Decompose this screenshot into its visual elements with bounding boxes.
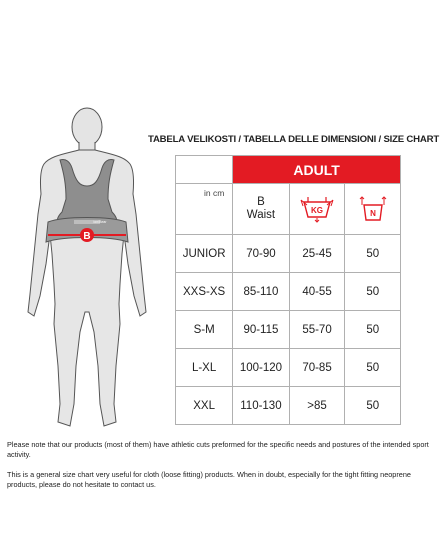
waist-cell: 85-110 [233, 273, 289, 311]
unit-cell [176, 184, 233, 235]
table-row [176, 311, 401, 349]
n-cell: 50 [345, 387, 401, 425]
harness-brand: ion/Bear [93, 220, 107, 224]
n-cell: 50 [345, 311, 401, 349]
size-cell: L-XL [176, 349, 233, 387]
weight-kg-icon [300, 195, 334, 223]
kg-cell: 40-55 [289, 273, 345, 311]
waist-cell: 110-130 [233, 387, 289, 425]
kg-cell: >85 [289, 387, 345, 425]
table-row [176, 387, 401, 425]
kg-cell: 55-70 [289, 311, 345, 349]
adult-header: ADULT [233, 156, 401, 184]
athletic-cut-note: Please note that our products (most of them) have athletic cuts preformed for the specific needs and postures of the intended sport activity. [7, 440, 429, 459]
size-chart-table [175, 155, 401, 425]
size-cell: S-M [176, 311, 233, 349]
general-size-note: This is a general size chart very useful for cloth (loose fitting) products. When in doubt, especially for the tight fitting neoprene products, please do not hesitate to contact us. [7, 470, 411, 489]
table-row [176, 273, 401, 311]
unit-label: in cm [204, 188, 225, 198]
n-cell: 50 [345, 349, 401, 387]
force-header [345, 184, 401, 235]
n-icon-label: N [369, 209, 376, 218]
figure-head [72, 108, 102, 146]
waist-cell: 90-115 [233, 311, 289, 349]
size-cell: XXS-XS [176, 273, 233, 311]
kg-cell: 70-85 [289, 349, 345, 387]
n-cell: 50 [345, 235, 401, 273]
waist-label: Waist [246, 209, 276, 221]
kg-cell: 25-45 [289, 235, 345, 273]
waist-header [233, 184, 289, 235]
n-cell: 50 [345, 273, 401, 311]
body-figure [14, 104, 160, 434]
table-row [176, 235, 401, 273]
waist-letter: B [257, 196, 265, 208]
waist-cell: 70-90 [233, 235, 289, 273]
kg-icon-label: KG [311, 206, 324, 215]
size-chart-title: TABELA VELIKOSTI / TABELLA DELLE DIMENSIONI / SIZE CHART [148, 134, 440, 145]
waist-cell: 100-120 [233, 349, 289, 387]
force-n-icon [358, 195, 388, 223]
waist-badge-letter: B [83, 231, 91, 242]
size-cell: XXL [176, 387, 233, 425]
table-row [176, 349, 401, 387]
size-cell: JUNIOR [176, 235, 233, 273]
weight-header [289, 184, 345, 235]
